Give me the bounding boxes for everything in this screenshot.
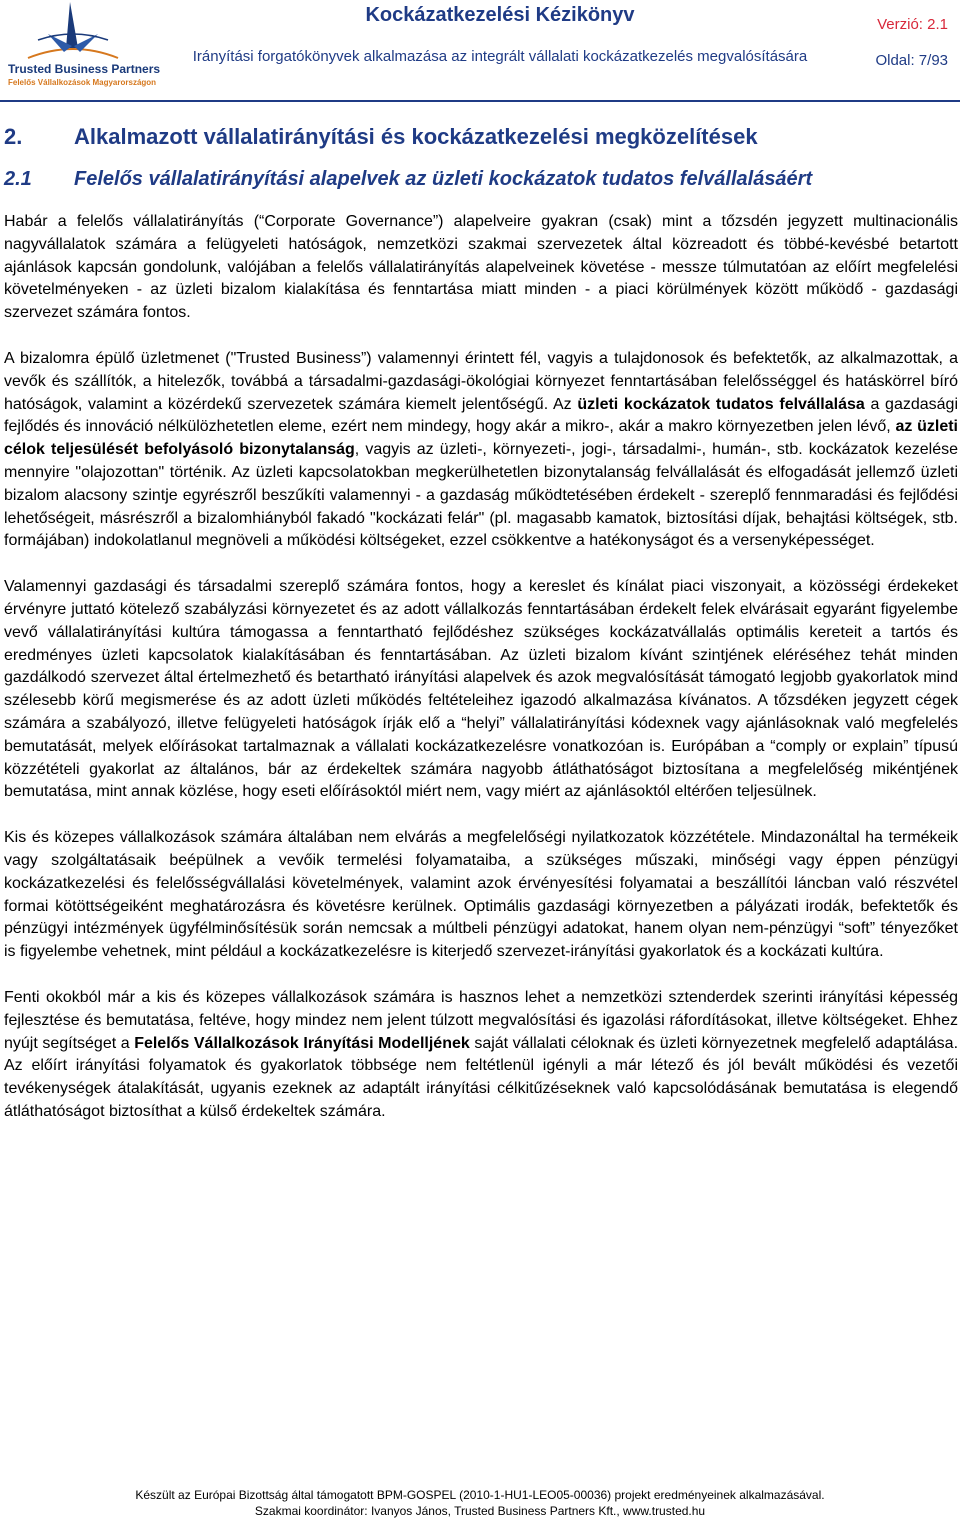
section-heading (4, 124, 958, 150)
paragraph-2-part-2: a gazdasági fejlődés és innováció nélkülözhetetlen eleme, ezért nem mindegy, hogy akár a mikro-, akár a makro környezetben jelen lévő, (4, 395, 959, 436)
subsection-title: Felelős vállalatirányítási alapelvek az üzleti kockázatok tudatos felvállalásáért (74, 168, 813, 190)
document-subtitle: Irányítási forgatókönyvek alkalmazása az integrált vállalati kockázatkezelés megvalósítására (192, 48, 808, 65)
paragraph-5-part-2: saját vállalati céloknak és üzleti környezetnek megfelelő adaptálása. Az előírt irányítási folyamatok és gyakorlatok többsége nem feltétlenül igényli a már létező és jól bevált működési és vezetői tevékenységek átalakítását, ugyanis ezeknek az adaptált irányítási célkitűzéseknek való kapcsolódásának bemutatása is elegendő átláthatóságot biztosíthat a külső érdekeltek számára. (4, 1034, 959, 1120)
paragraph-5-part-1: Fenti okokból már a kis és közepes vállalkozások számára is hasznos lehet a nemzetközi sztenderdek szerinti irányítási képesség fejlesztése és bemutatása, feltéve, hogy mindez nem jelent túlzott megvalósítási és igazolási ráfordításokat, illetve költségeket. Ehhez nyújt segítséget a (4, 988, 958, 1052)
version-label: Verzió: 2.1 (877, 16, 948, 33)
paragraph-2-part-1: A bizalomra épülő üzletmenet ("Trusted Business”) valamennyi érintett fél, vagyis a tulajdonosok és befektetők, az alkalmazottak, a vevők és szállítók, a hitelezők, továbbá a társadalmi-gazdasági-ökológiai környezet fenntartásában felelősséggel és hatáskörrel bíró hatóságok, valamint a közérdekű szervezetek számára kiemelt jelentőségű. Az (4, 349, 958, 413)
paragraph-2-bold-2: az üzleti célok teljesülését befolyásoló bizonytalanság (4, 418, 959, 459)
section-number: 2. (4, 124, 23, 149)
paragraph-5 (4, 987, 958, 1124)
paragraph-2-bold-1: üzleti kockázatok tudatos felvállalása (577, 395, 865, 413)
paragraph-2-part-3: , vagyis az üzleti-, környezeti-, jogi-, társadalmi-, humán-, stb. kockázatok kezelése mennyire "olajozottan" történik. Az üzleti kapcsolatokban megkerülhetetlen bizonytalanság felvállalását és elfogadását jellemző üzleti bizalom alacsony szintje egyrészről beszűkíti valamennyi - a gazdaság működtetésében érdekelt - szereplő fennmaradási és fejlődési lehetőségeit, másrészről a bizalomhiányból fakadó "kockázati felár" (pl. magasabb kamatok, biztosítási díjak, behajtási költségek, stb. formájában) indokolatlanul megnöveli a működési költségeket, ezzel csökkentve a hatékonyságot és a versenyképességet. (4, 441, 959, 550)
subsection-number: 2.1 (4, 168, 32, 190)
page-footer (0, 1487, 960, 1519)
page-header (0, 0, 960, 100)
header-divider (0, 100, 960, 102)
paragraph-3: Valamennyi gazdasági és társadalmi szereplő számára fontos, hogy a kereslet és kínálat piaci viszonyait, a közösségi érdekeket érvényre juttató kötelező szabályzási környezetet és az adott vállalkozás fenntartásában érdekelt felek elvárásait egyaránt figyelembe vevő vállalatirányítási kultúra támogassa a fenntartható fejlődéshez szükséges kockázatvállalás optimális kereteit a tartós és eredményes üzleti kapcsolatok kialakításában és fenntartásában. Az üzleti bizalom kívánt szintjének eléréséhez tehát minden gazdálkodó szervezet által értelmezhető és betartható irányítási alapelvek és azok megvalósítását támogató legjobb gyakorlatok mind szélesebb körű megismerése és az adott üzleti működés feltételeihez igazodó alkalmazása kívánatos. A tőzsdéken jegyzett cégek számára a szabályozó, illetve felügyeleti hatóságok írják elő a “helyi” vállalatirányítási kódexnek vagy ajánlásoknak való megfelelés bemutatását, melyek előírásokat tartalmaznak a vállalati kockázatkezelésre vonatkozóan is. Európában a “comply or explain” típusú közzétételi gyakorlat az általános, bár az érdekeltek számára nagyobb átláthatóságot biztosítana a megfelelőség mikéntjének bemutatása, mint annak közlése, hogy eseti előírásoktól miért nem, vagy miért az ajánlásoktól eltérően teljesülnek. (4, 578, 958, 801)
subsection-heading (4, 168, 958, 191)
page-content (4, 124, 958, 1147)
logo-name: Trusted Business Partners (8, 62, 161, 76)
document-title: Kockázatkezelési Kézikönyv (365, 4, 635, 26)
logo-tagline: Felelős Vállalkozások Magyarországon (8, 78, 157, 87)
section-title: Alkalmazott vállalatirányítási és kockázatkezelési megközelítések (74, 124, 758, 149)
paragraph-2 (4, 348, 958, 553)
paragraph-4: Kis és közepes vállalkozások számára általában nem elvárás a megfelelőségi nyilatkozatok közzététele. Mindazonáltal ha termékeik vagy szolgáltatásaik beépülnek a vevőik termelési folyamataiba, a szükséges műszaki, minőségi vagy éppen pénzügyi kockázatkezelési és felelősségvállalási követelmények, valamint azok érvényesítési folyamatai a beszállítói láncban való részvétel formai kötöttségeiként meghatározásra és követésre kerülnek. Optimális gazdasági környezetben a pályázati irodák, befektetők és pénzügyi intézmények ügyfélminősítésük során nemcsak a múltbeli pénzügyi adatokat, hanem olyan nem-pénzügyi “soft” tényezőket is figyelembe vehetnek, mint például a kockázatkezelésre is kiterjedő szervezet-irányítási gyakorlatok és a kockázati kultúra. (4, 829, 958, 961)
footer-line-2: Szakmai koordinátor: Ivanyos János, Trusted Business Partners Kft., www.trusted.hu (254, 1504, 706, 1518)
star-logo-icon (8, 0, 138, 64)
page-number: Oldal: 7/93 (875, 52, 948, 69)
paragraph-1: Habár a felelős vállalatirányítás (“Corporate Governance”) alapelveire gyakran (csak) mint a tőzsdén jegyzett multinacionális nagyvállalatok számára a felügyeleti hatóságok, nemzetközi szakmai szervezetek által közreadott és többé-kevésbé betartott ajánlások kapcsán gondolunk, valójában a felelős vállalatirányítás alapelveinek követése - messze túlmutatóan az előírt megfelelési követelményeken - az üzleti bizalom kialakítása és fenntartása miatt minden - a piaci körülmények között működő - gazdasági szervezet számára fontos. (4, 213, 958, 322)
company-logo (8, 0, 161, 92)
footer-line-1: Készült az Európai Bizottság által támogatott BPM-GOSPEL (2010-1-HU1-LEO05-00036) projekt eredményeinek alkalmazásával. (135, 1488, 825, 1502)
paragraph-5-bold: Felelős Vállalkozások Irányítási Modelljének (134, 1034, 470, 1052)
